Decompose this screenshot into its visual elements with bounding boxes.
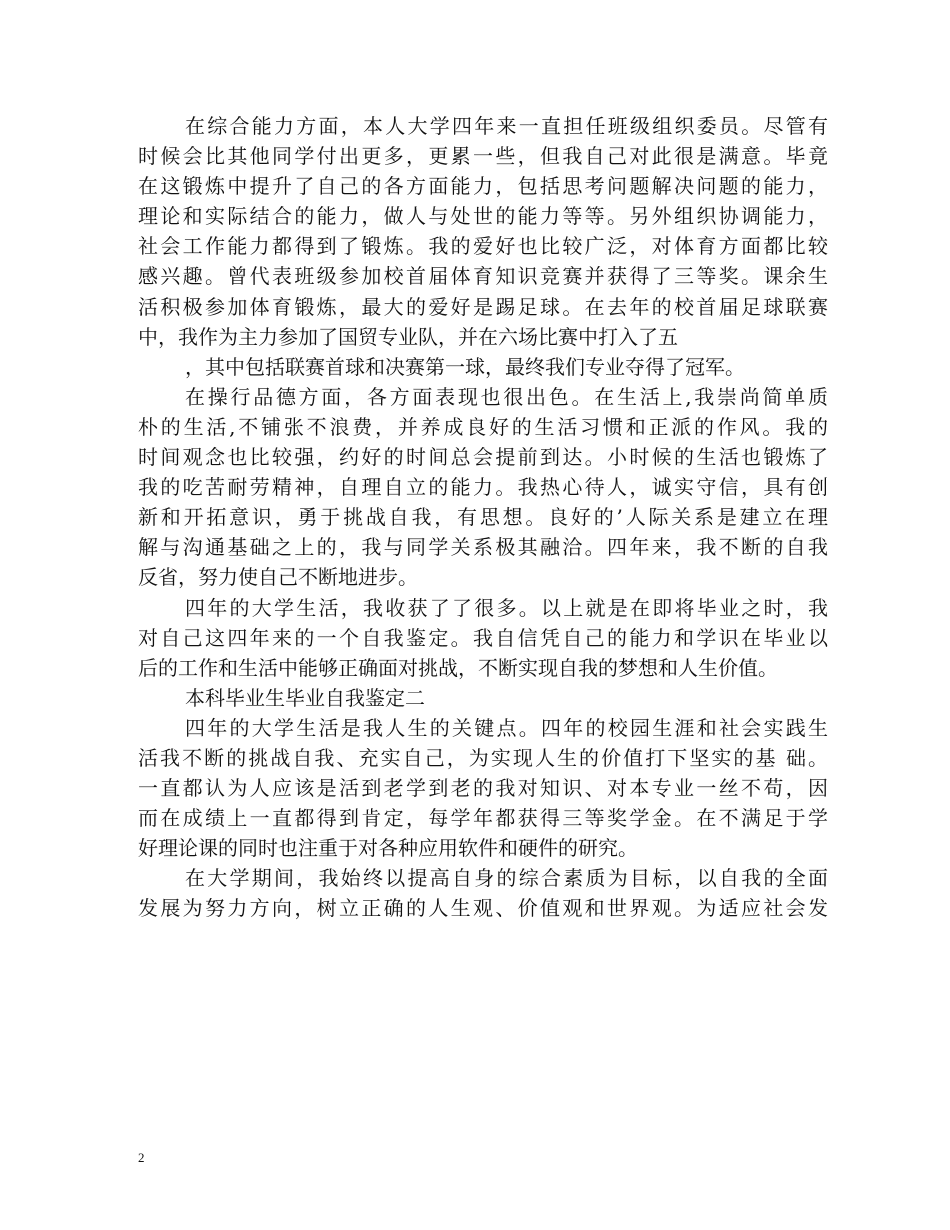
text-line: 在大学期间，我始终以提高自身的综合素质为目标，以自我的全面 — [185, 866, 828, 891]
text-line: 四年的大学生活是我人生的关键点。四年的校园生涯和社会实践生 — [185, 715, 828, 740]
text-line: 后的工作和生活中能够正确面对挑战，不断实现自我的梦想和人生价值。 — [138, 655, 778, 680]
text-line: 一直都认为人应该是活到老学到老的我对知识、对本专业一丝不苟，因 — [138, 776, 828, 801]
text-line: 反省，努力使自己不断地进步。 — [138, 565, 418, 590]
text-line: 理论和实际结合的能力，做人与处世的能力等等。另外组织协调能力， — [138, 204, 828, 229]
text-line: 在操行品德方面，各方面表现也很出色。在生活上,我崇尚简单质 — [185, 384, 828, 409]
text-line: 活我不断的挑战自我、充实自己，为实现人生的价值打下坚实的基 础。 — [138, 745, 828, 770]
page-number: 2 — [138, 1150, 145, 1165]
text-line: 社会工作能力都得到了锻炼。我的爱好也比较广泛，对体育方面都比较 — [138, 234, 828, 259]
text-line: 四年的大学生活，我收获了了很多。以上就是在即将毕业之时，我 — [185, 595, 828, 620]
text-line: 时间观念也比较强，约好的时间总会提前到达。小时候的生活也锻炼了 — [138, 445, 828, 470]
text-line: ，其中包括联赛首球和决赛第一球，最终我们专业夺得了冠军。 — [185, 354, 745, 379]
text-line: 时候会比其他同学付出更多，更累一些，但我自己对此很是满意。毕竟 — [138, 144, 828, 169]
text-line: 本科毕业生毕业自我鉴定二 — [185, 685, 425, 710]
text-line: 感兴趣。曾代表班级参加校首届体育知识竞赛并获得了三等奖。课余生 — [138, 264, 828, 289]
text-line: 发展为努力方向，树立正确的人生观、价值观和世界观。为适应社会发 — [138, 896, 828, 921]
text-line: 在综合能力方面，本人大学四年来一直担任班级组织委员。尽管有 — [185, 114, 828, 138]
text-line: 中，我作为主力参加了国贸专业队，并在六场比赛中打入了五 — [138, 324, 678, 349]
text-line: 解与沟通基础之上的，我与同学关系极其融洽。四年来，我不断的自我 — [138, 535, 828, 560]
text-line: 活积极参加体育锻炼，最大的爱好是踢足球。在去年的校首届足球联赛 — [138, 294, 828, 319]
document-body — [138, 111, 828, 924]
text-line: 新和开拓意识，勇于挑战自我，有思想。良好的’人际关系是建立在理 — [138, 505, 828, 530]
text-line: 好理论课的同时也注重于对各种应用软件和硬件的研究。 — [138, 836, 638, 861]
text-line: 而在成绩上一直都得到肯定，每学年都获得三等奖学金。在不满足于学 — [138, 806, 828, 831]
text-line: 朴的生活,不铺张不浪费，并养成良好的生活习惯和正派的作风。我的 — [138, 414, 828, 439]
text-line: 在这锻炼中提升了自己的各方面能力，包括思考问题解决问题的能力， — [138, 174, 828, 199]
text-line: 对自己这四年来的一个自我鉴定。我自信凭自己的能力和学识在毕业以 — [138, 625, 828, 650]
text-line: 我的吃苦耐劳精神，自理自立的能力。我热心待人，诚实守信，具有创 — [138, 475, 828, 500]
